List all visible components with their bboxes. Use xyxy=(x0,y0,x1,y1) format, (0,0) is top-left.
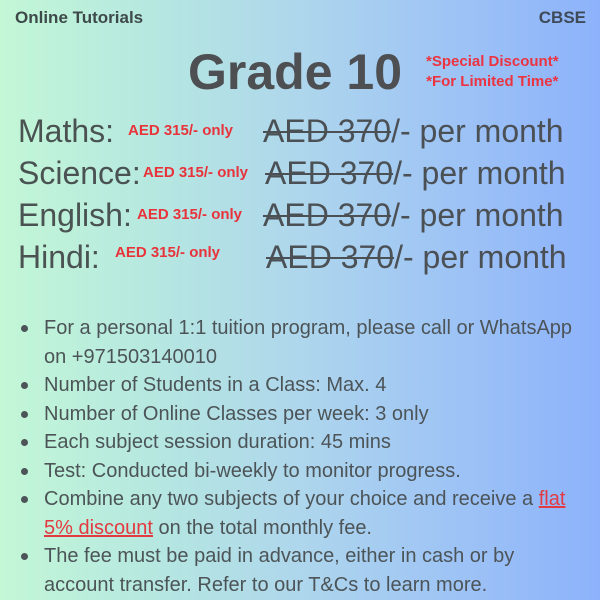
brand-name: Online Tutorials xyxy=(15,8,144,27)
bullet-icon xyxy=(21,382,28,389)
list-item xyxy=(18,400,588,429)
list-item xyxy=(18,428,588,457)
promo-line-1: *Special Discount* xyxy=(426,53,559,70)
sale-price: AED 315/- only xyxy=(143,164,249,181)
list-item-text: Number of Students in a Class: Max. 4 xyxy=(44,374,387,396)
subject-row-science xyxy=(18,152,598,194)
list-item-text: For a personal 1:1 tuition program, please call or WhatsApp on +971503140010 xyxy=(44,317,573,368)
bullet-icon xyxy=(21,496,28,503)
price-suffix: /- per month xyxy=(393,155,566,191)
original-price xyxy=(263,194,564,236)
list-item xyxy=(18,457,588,486)
price-suffix: /- per month xyxy=(391,113,564,149)
price-suffix: /- per month xyxy=(394,239,567,275)
discount-link[interactable]: flat 5% discount xyxy=(44,488,566,539)
list-item-text-post: on the total monthly fee. xyxy=(152,516,372,539)
promo-line-2: *For Limited Time* xyxy=(426,73,559,90)
subject-name: Hindi: xyxy=(18,239,100,275)
list-item xyxy=(18,371,588,400)
sale-price: AED 315/- only xyxy=(128,122,234,139)
list-item-text-pre: Combine any two subjects of your choice and receive a xyxy=(44,488,539,510)
sale-price: AED 315/- only xyxy=(137,206,243,223)
list-item xyxy=(18,314,588,371)
promo-badge xyxy=(426,52,559,92)
list-item xyxy=(18,485,588,542)
subject-row-hindi xyxy=(18,236,598,278)
bullet-icon xyxy=(21,411,28,418)
sale-price: AED 315/- only xyxy=(115,244,221,261)
details-list xyxy=(18,314,588,599)
bullet-icon xyxy=(21,553,28,560)
original-price xyxy=(266,236,567,278)
subject-price-list xyxy=(18,110,598,278)
bullet-icon xyxy=(21,439,28,446)
struck-price: AED 370 xyxy=(265,155,394,191)
subject-row-english xyxy=(18,194,598,236)
board-label: CBSE xyxy=(538,8,586,27)
original-price xyxy=(263,110,564,152)
price-suffix: /- per month xyxy=(391,197,564,233)
list-item-text: Number of Online Classes per week: 3 only xyxy=(44,402,429,425)
subject-row-maths xyxy=(18,110,598,152)
subject-name: Science: xyxy=(18,155,141,191)
list-item-text: The fee must be paid in advance, either in cash or by account transfer. Refer to our T&Cs to learn more. xyxy=(44,545,515,596)
bullet-icon xyxy=(21,468,28,475)
struck-price: AED 370 xyxy=(263,113,392,149)
list-item-text: Each subject session duration: 45 mins xyxy=(44,431,391,453)
original-price xyxy=(265,152,566,194)
page-title: Grade 10 xyxy=(188,44,403,100)
struck-price: AED 370 xyxy=(263,197,392,233)
subject-name: English: xyxy=(18,197,132,233)
list-item xyxy=(18,542,588,599)
subject-name: Maths: xyxy=(18,113,115,149)
list-item-text: Test: Conducted bi-weekly to monitor progress. xyxy=(44,459,461,482)
struck-price: AED 370 xyxy=(266,239,395,275)
bullet-icon xyxy=(21,325,28,332)
